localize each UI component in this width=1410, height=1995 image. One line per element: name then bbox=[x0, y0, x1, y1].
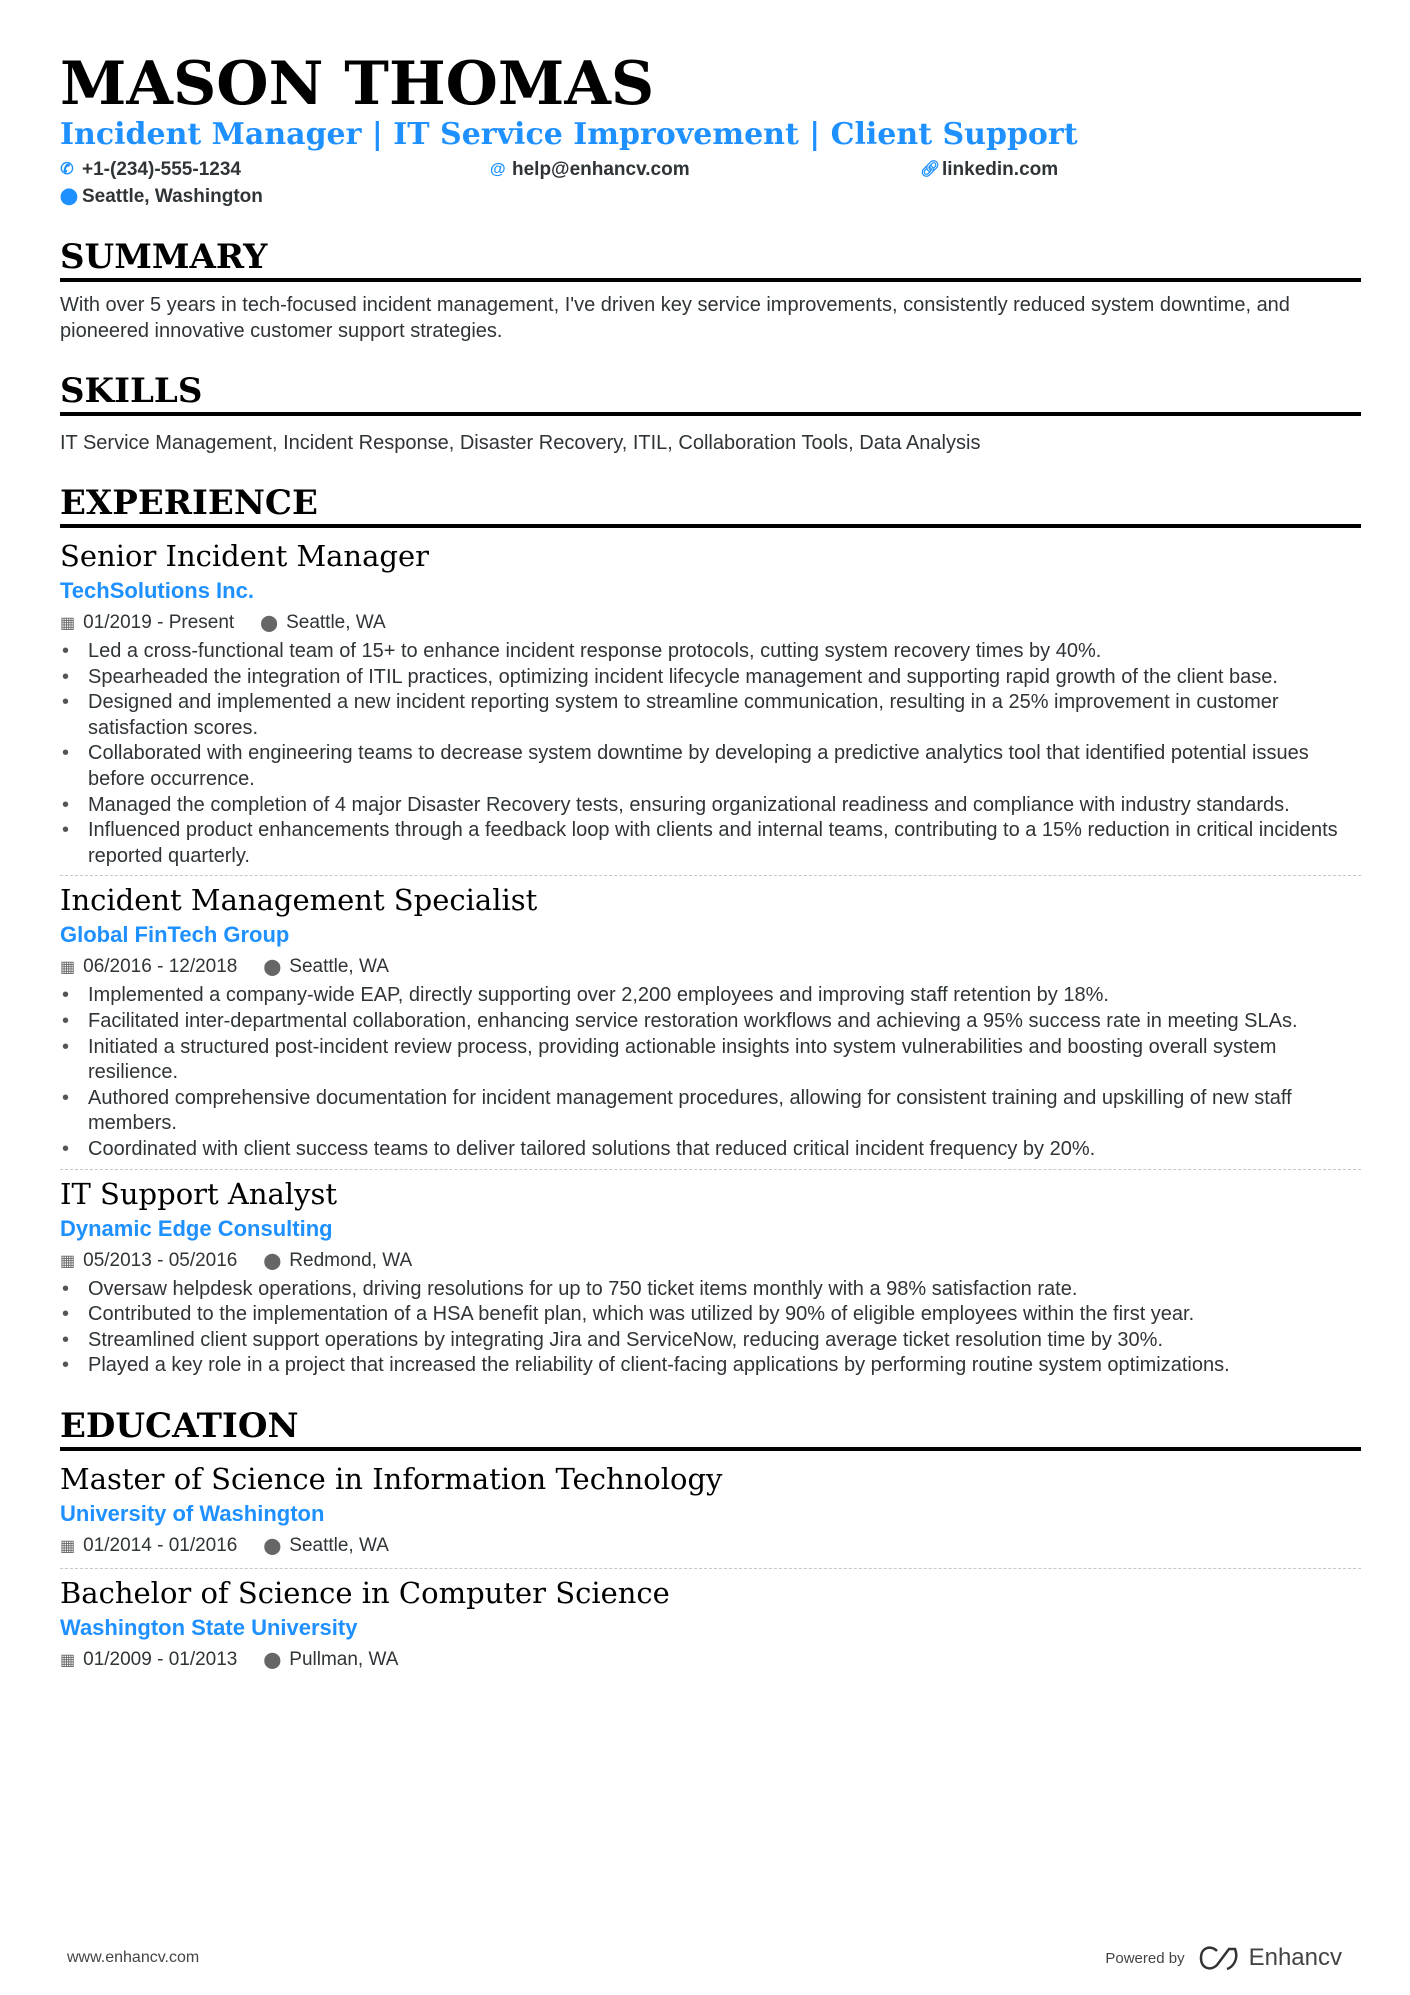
summary-text: With over 5 years in tech-focused incident management, I've driven key service improvements, consistently reduced system downtime, and pioneered innovative customer support strategies. bbox=[60, 294, 1290, 342]
job-entry bbox=[60, 880, 1361, 1169]
meta-line bbox=[60, 1645, 1361, 1676]
school-name: Washington State University bbox=[60, 1614, 358, 1640]
company-name: Dynamic Edge Consulting bbox=[60, 1215, 333, 1241]
meta-line bbox=[60, 1246, 1361, 1277]
footer-website[interactable]: www.enhancv.com bbox=[67, 1949, 200, 1966]
location: Redmond, WA bbox=[289, 1249, 413, 1271]
education-entry bbox=[60, 1459, 1361, 1569]
job-entry bbox=[60, 536, 1361, 876]
bullet-item: • Oversaw helpdesk operations, driving resolutions for up to 750 ticket items monthly with a 98% satisfaction rate. bbox=[60, 1277, 1361, 1303]
powered-by: Powered by bbox=[1105, 1949, 1185, 1967]
skills-section bbox=[60, 370, 1361, 456]
enhancv-brand: Enhancv bbox=[1248, 1944, 1342, 1971]
bullet-item: • Played a key role in a project that increased the reliability of client-facing applications by performing routine system optimizations. bbox=[60, 1353, 1361, 1379]
bullet-item: • Facilitated inter-departmental collaboration, enhancing service restoration workflows and achieving a 95% success rate in meeting SLAs. bbox=[60, 1009, 1361, 1035]
bullet-item: • Collaborated with engineering teams to decrease system downtime by developing a predictive analytics tool that identified potential issues before occurrence. bbox=[60, 741, 1361, 792]
bullet-item: • Managed the completion of 4 major Disaster Recovery tests, ensuring organizational readiness and compliance with industry standards. bbox=[60, 793, 1361, 819]
calendar-icon: ▦ bbox=[60, 1651, 76, 1669]
job-title: Incident Management Specialist bbox=[60, 883, 538, 918]
bullet-item: • Influenced product enhancements through a feedback loop with clients and internal teams, contributing to a 15% reduction in critical incidents reported quarterly. bbox=[60, 818, 1361, 869]
section-heading: EXPERIENCE bbox=[60, 482, 1361, 528]
location: Seattle, WA bbox=[286, 612, 386, 633]
calendar-icon: ▦ bbox=[60, 615, 76, 632]
location-pin-icon: ⬤ bbox=[60, 188, 78, 205]
section-heading: SKILLS bbox=[60, 370, 1361, 416]
bullet-item: • Authored comprehensive documentation for incident management procedures, allowing for consistent training and upskilling of new staff members. bbox=[60, 1086, 1361, 1137]
enhancv-logo bbox=[1197, 1944, 1342, 1972]
bullet-item: • Spearheaded the integration of ITIL practices, optimizing incident lifecycle management and supporting rapid growth of the client base. bbox=[60, 665, 1361, 691]
bullet-item: • Led a cross-functional team of 15+ to enhance incident response protocols, cutting system recovery times by 40%. bbox=[60, 639, 1361, 665]
linkedin-link[interactable]: linkedin.com bbox=[942, 159, 1059, 180]
location-pin-icon: ⬤ bbox=[263, 959, 282, 977]
location: Seattle, WA bbox=[289, 956, 389, 978]
meta-line bbox=[60, 952, 1361, 983]
section-heading: EDUCATION bbox=[60, 1405, 1361, 1451]
education-section bbox=[60, 1405, 1361, 1682]
dates: 01/2014 - 01/2016 bbox=[83, 1534, 238, 1556]
degree: Bachelor of Science in Computer Science bbox=[60, 1575, 670, 1610]
summary-section bbox=[60, 236, 1361, 344]
company-name: TechSolutions Inc. bbox=[60, 578, 254, 603]
location-pin-icon: ⬤ bbox=[260, 615, 279, 632]
experience-section bbox=[60, 482, 1361, 1385]
location: Seattle, WA bbox=[289, 1534, 389, 1556]
section-heading: SUMMARY bbox=[60, 236, 1361, 282]
dates: 01/2009 - 01/2013 bbox=[83, 1648, 238, 1670]
meta-line bbox=[60, 1531, 1361, 1562]
candidate-title: Incident Manager | IT Service Improvement | Client Support bbox=[60, 117, 1078, 152]
footer bbox=[67, 1944, 1342, 1972]
calendar-icon: ▦ bbox=[60, 1252, 76, 1270]
link-icon: 🔗︎ bbox=[920, 161, 941, 178]
location-pin-icon: ⬤ bbox=[263, 1651, 282, 1669]
degree: Master of Science in Information Technology bbox=[60, 1461, 723, 1496]
calendar-icon: ▦ bbox=[60, 1537, 76, 1555]
school-name: University of Washington bbox=[60, 1500, 325, 1526]
bullet-item: • Initiated a structured post-incident review process, providing actionable insights into system vulnerabilities and boosting overall system resilience. bbox=[60, 1035, 1361, 1086]
bullet-list bbox=[60, 1277, 1361, 1379]
bullet-item: • Coordinated with client success teams to deliver tailored solutions that reduced critical incident frequency by 20%. bbox=[60, 1137, 1361, 1163]
location: Seattle, Washington bbox=[82, 186, 263, 207]
job-entry bbox=[60, 1174, 1361, 1385]
dates: 06/2016 - 12/2018 bbox=[83, 956, 238, 978]
resume bbox=[60, 48, 1361, 1686]
location-pin-icon: ⬤ bbox=[263, 1537, 282, 1555]
bullet-item: • Implemented a company-wide EAP, directly supporting over 2,200 employees and improving staff retention by 18%. bbox=[60, 983, 1361, 1009]
phone: +1-(234)-555-1234 bbox=[82, 159, 241, 180]
job-title: IT Support Analyst bbox=[60, 1176, 337, 1211]
bullet-item: • Streamlined client support operations by integrating Jira and ServiceNow, reducing average ticket resolution time by 30%. bbox=[60, 1328, 1361, 1354]
company-name: Global FinTech Group bbox=[60, 922, 290, 948]
candidate-name: MASON THOMAS bbox=[60, 49, 655, 119]
skills-text: IT Service Management, Incident Response, Disaster Recovery, ITIL, Collaboration Tools, Data Analysis bbox=[60, 432, 981, 454]
enhancv-logo-icon bbox=[1197, 1945, 1241, 1971]
bullet-item: • Contributed to the implementation of a HSA benefit plan, which was utilized by 90% of eligible employees within the first year. bbox=[60, 1302, 1361, 1328]
meta-line bbox=[60, 608, 1361, 639]
contact-info bbox=[60, 156, 1361, 210]
bullet-item: • Designed and implemented a new incident reporting system to streamline communication, resulting in a 25% improvement in customer satisfaction scores. bbox=[60, 690, 1361, 741]
calendar-icon: ▦ bbox=[60, 959, 76, 977]
phone-icon: ✆ bbox=[60, 161, 74, 178]
dates: 01/2019 - Present bbox=[83, 612, 235, 633]
email-link[interactable]: help@enhancv.com bbox=[512, 159, 690, 180]
at-icon: @ bbox=[490, 161, 506, 178]
location: Pullman, WA bbox=[289, 1648, 399, 1670]
job-title: Senior Incident Manager bbox=[60, 539, 429, 573]
location-pin-icon: ⬤ bbox=[263, 1252, 282, 1270]
education-entry bbox=[60, 1573, 1361, 1682]
dates: 05/2013 - 05/2016 bbox=[83, 1249, 238, 1271]
bullet-list bbox=[60, 983, 1361, 1162]
bullet-list bbox=[60, 639, 1361, 869]
